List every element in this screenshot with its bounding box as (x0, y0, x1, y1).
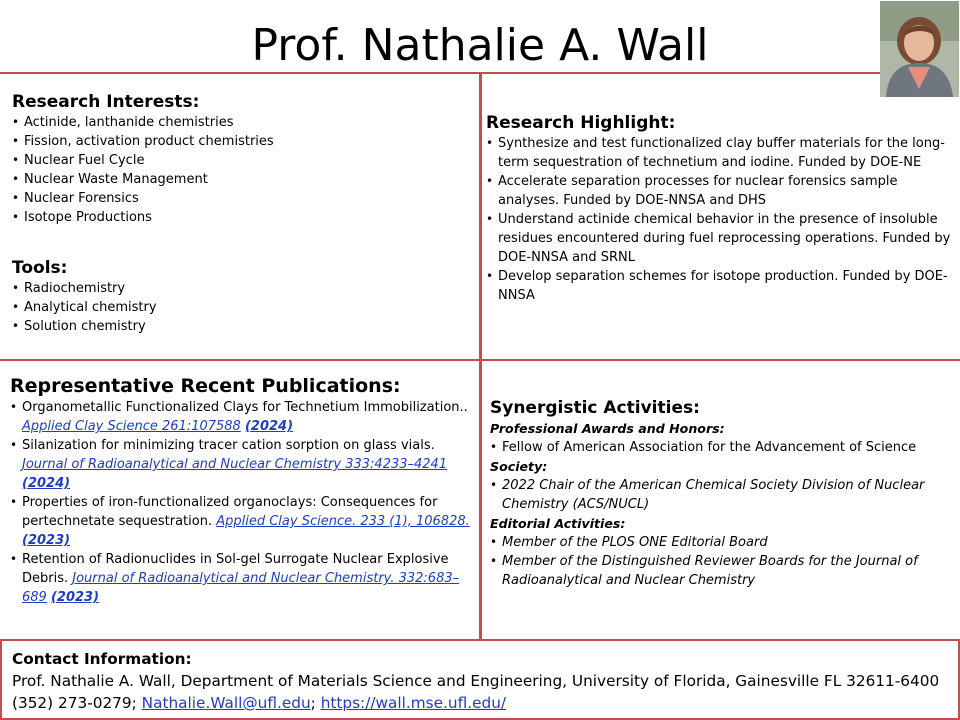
research-interest-item: • Nuclear Waste Management (12, 170, 472, 189)
editorial-heading: Editorial Activities: (490, 516, 626, 531)
tools-section (12, 257, 472, 336)
editorial-list (490, 533, 952, 590)
research-highlight-section (486, 112, 952, 305)
contact-heading: Contact Information: (12, 650, 192, 668)
publications-heading: Representative Recent Publications: (10, 375, 401, 397)
contact-phone: (352) 273-0279; (12, 694, 142, 712)
publication-year[interactable]: (2023) (50, 590, 100, 605)
research-interest-item: • Fission, activation product chemistries (12, 132, 472, 151)
contact-separator: ; (310, 694, 321, 712)
tools-heading: Tools: (12, 258, 68, 278)
tool-item: • Solution chemistry (12, 317, 472, 336)
award-item: • Fellow of American Association for the Advancement of Science (490, 438, 952, 457)
research-interests-heading: Research Interests: (12, 92, 200, 112)
publication-journal-link[interactable]: Journal of Radioanalytical and Nuclear Chemistry. 332:683–689 (22, 571, 460, 605)
awards-list (490, 438, 952, 457)
synergistic-heading: Synergistic Activities: (490, 398, 700, 418)
portrait-photo (880, 1, 959, 97)
contact-left-border (0, 639, 2, 720)
society-heading: Society: (490, 459, 548, 474)
contact-line-2 (12, 692, 952, 714)
synergistic-section (490, 397, 952, 590)
publication-year[interactable]: (2023) (22, 533, 71, 548)
column-divider (479, 74, 482, 640)
tool-item: • Radiochemistry (12, 279, 472, 298)
research-interest-item: • Isotope Productions (12, 208, 472, 227)
editorial-item: • Member of the PLOS ONE Editorial Board (490, 533, 952, 552)
middle-divider (0, 359, 960, 361)
research-interests-section (12, 91, 472, 227)
publication-journal-link[interactable]: Applied Clay Science. 233 (1), 106828. (216, 514, 470, 529)
research-highlight-item: • Understand actinide chemical behavior in the presence of insoluble residues encountered during fuel reprocessing operations. Funded by DOE-NNSA and SRNL (486, 210, 952, 267)
publication-title: Organometallic Functionalized Clays for Technetium Immobilization.. (22, 400, 468, 415)
contact-email-link[interactable]: Nathalie.Wall@ufl.edu (141, 694, 311, 712)
research-highlight-item: • Accelerate separation processes for nuclear forensics sample analyses. Funded by DOE-NNSA and DHS (486, 172, 952, 210)
publication-title: Retention of Radionuclides in Sol-gel Surrogate Nuclear Explosive Debris. (22, 552, 449, 586)
publication-title: Properties of iron-functionalized organoclays: Consequences for pertechnetate sequestration. (22, 495, 438, 529)
research-interest-item: • Nuclear Forensics (12, 189, 472, 208)
research-highlight-item: • Synthesize and test functionalized clay buffer materials for the long-term sequestration of technetium and iodine. Funded by DOE-NE (486, 134, 952, 172)
contact-top-border (0, 639, 960, 641)
publications-list (10, 398, 472, 607)
publications-section (10, 374, 472, 607)
publication-title: Silanization for minimizing tracer cation sorption on glass vials. (22, 438, 435, 453)
publication-journal-link[interactable]: Applied Clay Science 261:107588 (22, 419, 241, 434)
publication-item (10, 493, 472, 550)
research-highlight-item: • Develop separation schemes for isotope production. Funded by DOE-NNSA (486, 267, 952, 305)
editorial-item: • Member of the Distinguished Reviewer Boards for the Journal of Radioanalytical and Nuclear Chemistry (490, 552, 952, 590)
header-divider (0, 72, 880, 74)
research-interests-list (12, 113, 472, 227)
research-interest-item: • Actinide, lanthanide chemistries (12, 113, 472, 132)
society-list (490, 476, 952, 514)
publication-item (10, 436, 472, 493)
contact-address: Prof. Nathalie A. Wall, Department of Materials Science and Engineering, University of Florida, Gainesville FL 32611-6400 (12, 672, 940, 690)
awards-heading: Professional Awards and Honors: (490, 421, 725, 436)
page-title: Prof. Nathalie A. Wall (251, 20, 709, 71)
contact-website-link[interactable]: https://wall.mse.ufl.edu/ (320, 694, 507, 712)
publication-journal-link[interactable]: Journal of Radioanalytical and Nuclear Chemistry 333:4233–4241 (22, 457, 448, 472)
research-interest-item: • Nuclear Fuel Cycle (12, 151, 472, 170)
publication-item (10, 398, 472, 436)
publication-item (10, 550, 472, 607)
tool-item: • Analytical chemistry (12, 298, 472, 317)
research-highlight-list (486, 134, 952, 305)
contact-section (12, 648, 952, 714)
society-item: • 2022 Chair of the American Chemical Society Division of Nuclear Chemistry (ACS/NUCL) (490, 476, 952, 514)
publication-year[interactable]: (2024) (22, 476, 71, 491)
research-highlight-heading: Research Highlight: (486, 113, 676, 133)
publication-year[interactable]: (2024) (244, 419, 294, 434)
tools-list (12, 279, 472, 336)
